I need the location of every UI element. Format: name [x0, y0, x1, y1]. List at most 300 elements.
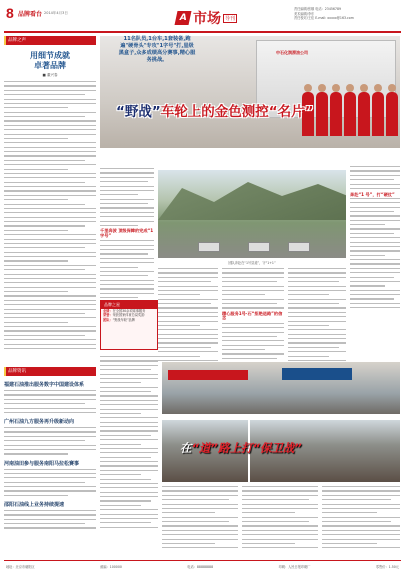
- text-line: [222, 281, 277, 282]
- text-line: [158, 307, 218, 308]
- text-line: [242, 543, 295, 544]
- text-line: [242, 525, 318, 526]
- text-line: [322, 534, 400, 535]
- text-line: [222, 349, 265, 350]
- text-line: [4, 169, 68, 170]
- text-line: [4, 247, 85, 248]
- text-line: [4, 256, 96, 257]
- text-line: [4, 510, 96, 511]
- text-line: [4, 440, 85, 441]
- text-line: [158, 281, 211, 282]
- text-line: [158, 325, 200, 326]
- text-line: [242, 508, 318, 509]
- text-line: [100, 378, 158, 379]
- text-line: [100, 297, 138, 298]
- text-line: [4, 112, 96, 113]
- text-line: [100, 435, 151, 436]
- editorial-title-line: 卓著品牌: [34, 61, 66, 70]
- text-line: [222, 336, 277, 337]
- text-line: [4, 182, 85, 183]
- text-line: [242, 530, 318, 531]
- text-line: [4, 473, 96, 474]
- text-line: [350, 294, 400, 295]
- award-head: 品牌之星: [101, 301, 157, 309]
- text-line: [322, 525, 400, 526]
- left-column: [4, 36, 96, 556]
- text-line: [4, 212, 96, 213]
- text-line: [4, 107, 68, 108]
- text-line: [222, 307, 284, 308]
- text-line: [4, 85, 96, 86]
- text-line: [322, 490, 400, 491]
- text-line: [350, 220, 400, 221]
- text-line: [100, 275, 148, 276]
- editor-line: 责任校对/王佳 E-mail: xxxxx@163.com: [294, 16, 354, 21]
- text-line: [100, 430, 158, 431]
- text-line: [100, 249, 154, 250]
- text-line: [4, 427, 96, 428]
- text-line: [350, 211, 394, 212]
- text-line: [350, 303, 400, 304]
- text-line: [100, 382, 141, 383]
- text-line: [100, 395, 158, 396]
- text-line: [350, 215, 400, 216]
- text-line: [100, 439, 158, 440]
- text-line: [222, 286, 284, 287]
- text-line: [100, 262, 154, 263]
- text-line: [222, 290, 284, 291]
- text-line: [100, 496, 158, 497]
- text-line: [4, 523, 85, 524]
- footer-item: 地址：北京市朝阳区: [6, 565, 35, 569]
- text-line: [100, 391, 151, 392]
- text-line: [4, 291, 68, 292]
- footer-item: 邮编：100000: [100, 565, 122, 569]
- text-line: [350, 242, 400, 243]
- text-line: [4, 278, 96, 279]
- text-line: [100, 240, 154, 241]
- article-column: [158, 268, 218, 364]
- text-line: [222, 332, 284, 333]
- text-line: [4, 287, 96, 288]
- text-line: [100, 186, 154, 187]
- issue-date: 2014年4月3日: [44, 11, 68, 15]
- text-line: [288, 268, 346, 269]
- text-line: [4, 449, 96, 450]
- text-line: [4, 230, 68, 231]
- text-line: [4, 390, 96, 391]
- text-line: [4, 313, 85, 314]
- editorial-title: [4, 51, 96, 71]
- text-line: [222, 294, 265, 295]
- text-line: [288, 325, 329, 326]
- text-line: [4, 239, 96, 240]
- text-line: [158, 356, 200, 357]
- text-line: [4, 195, 96, 196]
- text-line: [322, 486, 400, 487]
- text-line: [100, 465, 158, 466]
- text-line: [4, 208, 96, 209]
- editor-line: 责任编辑/张顺 电话：23456789: [294, 7, 341, 11]
- text-line: [100, 400, 158, 401]
- text-line: [100, 422, 158, 423]
- text-line: [162, 495, 238, 496]
- text-line: [158, 303, 211, 304]
- text-line: [100, 360, 158, 361]
- text-line: [322, 530, 400, 531]
- text-line: [4, 339, 96, 340]
- text-line: [4, 412, 96, 413]
- text-line: [242, 521, 309, 522]
- text-line: [4, 326, 96, 327]
- text-line: [4, 486, 96, 487]
- text-line: [242, 499, 309, 500]
- text-line: [100, 271, 154, 272]
- text-line: [4, 403, 85, 404]
- page-number: 8: [6, 5, 14, 21]
- text-line: [100, 518, 158, 519]
- news-column-header: 品牌资讯: [4, 367, 96, 376]
- text-line: [350, 166, 400, 167]
- text-line: [158, 360, 218, 361]
- news-item[interactable]: [4, 382, 96, 413]
- text-line: [350, 298, 394, 299]
- footer-item: 印刷：人民日报印刷厂: [278, 565, 311, 569]
- text-line: [100, 483, 158, 484]
- text-line: [158, 294, 200, 295]
- truck-label: 中石化润滑油公司: [276, 50, 308, 55]
- text-line: [288, 303, 339, 304]
- text-line: [4, 282, 96, 283]
- text-line: [162, 547, 238, 548]
- text-line: [4, 160, 85, 161]
- text-line: [222, 345, 284, 346]
- text-line: [100, 448, 158, 449]
- text-line: [158, 272, 218, 273]
- text-line: [100, 387, 158, 388]
- text-line: [322, 543, 377, 544]
- text-line: [158, 338, 218, 339]
- text-line: [4, 204, 85, 205]
- article-column: [100, 168, 154, 319]
- editor-credits: [294, 7, 401, 21]
- text-line: [100, 527, 158, 528]
- award-row: 荣誉：荣获国家体育总局奖励: [103, 313, 145, 318]
- text-line: [4, 116, 85, 117]
- text-line: [350, 307, 400, 308]
- text-line: [222, 353, 284, 354]
- text-line: [4, 225, 85, 226]
- text-line: [158, 312, 218, 313]
- text-line: [4, 431, 96, 432]
- section-name: 品牌看台: [18, 11, 43, 18]
- text-line: [4, 482, 85, 483]
- text-line: [100, 417, 158, 418]
- text-line: [350, 175, 400, 176]
- article-column: [242, 486, 318, 552]
- text-line: [4, 186, 96, 187]
- article-subhead: 奔赴“1 号”，打“硬仗”: [350, 192, 395, 198]
- text-line: [100, 181, 148, 182]
- text-line: [288, 351, 346, 352]
- text-line: [4, 134, 96, 135]
- team-image: [300, 76, 400, 136]
- text-line: [322, 539, 400, 540]
- news-title[interactable]: 河南油田参与服务南阳马拉松赛事: [4, 460, 80, 467]
- text-line: [100, 365, 158, 366]
- text-line: [350, 255, 385, 256]
- text-line: [100, 293, 154, 294]
- text-line: [288, 342, 346, 343]
- text-line: [4, 260, 68, 261]
- text-line: [242, 495, 318, 496]
- text-line: [4, 252, 96, 253]
- text-line: [4, 155, 96, 156]
- text-line: [158, 351, 218, 352]
- news-title[interactable]: 广州石油九方服务再升级新动向: [4, 419, 75, 426]
- text-line: [4, 295, 96, 296]
- text-line: [4, 217, 96, 218]
- text-line: [288, 312, 346, 313]
- text-line: [100, 267, 138, 268]
- text-line: [4, 477, 96, 478]
- text-line: [242, 539, 318, 540]
- text-line: [4, 519, 96, 520]
- article-column: [322, 486, 400, 552]
- text-line: [288, 290, 346, 291]
- text-line: [288, 281, 339, 282]
- text-line: [162, 525, 238, 526]
- article-column: [350, 166, 400, 312]
- text-line: [4, 408, 96, 409]
- text-line: [4, 173, 96, 174]
- text-line: [100, 509, 158, 510]
- text-line: [4, 99, 96, 100]
- text-line: [4, 138, 68, 139]
- text-line: [162, 486, 238, 487]
- text-line: [158, 347, 211, 348]
- text-line: [100, 487, 158, 488]
- text-line: [100, 470, 158, 471]
- text-line: [100, 474, 141, 475]
- text-line: [222, 272, 284, 273]
- text-line: [100, 426, 158, 427]
- text-line: [288, 307, 346, 308]
- text-line: [350, 281, 400, 282]
- text-line: [350, 259, 400, 260]
- text-line: [242, 517, 318, 518]
- text-line: [288, 321, 346, 322]
- text-line: [100, 522, 151, 523]
- text-line: [4, 453, 68, 454]
- text-line: [322, 547, 400, 548]
- text-line: [158, 329, 218, 330]
- article-subhead: 千里奔波 顶级保障的完成“1字号”: [100, 228, 154, 238]
- news-item[interactable]: [4, 419, 96, 454]
- text-line: [100, 212, 154, 213]
- text-line: [288, 277, 346, 278]
- text-line: [322, 504, 400, 505]
- headline-part: “野战”: [116, 104, 161, 120]
- text-line: [4, 394, 96, 395]
- text-line: [350, 198, 400, 199]
- text-line: [4, 490, 96, 491]
- text-line: [242, 547, 318, 548]
- text-line: [4, 142, 96, 143]
- text-line: [4, 322, 68, 323]
- text-line: [100, 177, 154, 178]
- text-line: [162, 521, 229, 522]
- text-line: [100, 404, 158, 405]
- text-line: [158, 277, 218, 278]
- text-line: [4, 304, 96, 305]
- text-line: [100, 369, 151, 370]
- news-item[interactable]: [4, 461, 96, 496]
- text-line: [162, 490, 238, 491]
- text-line: [100, 479, 151, 480]
- text-line: [288, 347, 339, 348]
- news-title[interactable]: 福建石油推出服务数字中国建设体系: [4, 382, 85, 388]
- text-line: [222, 268, 284, 269]
- text-line: [100, 461, 158, 462]
- text-line: [158, 286, 218, 287]
- text-line: [100, 356, 158, 357]
- text-line: [4, 177, 96, 178]
- text-line: [100, 190, 154, 191]
- text-line: [350, 202, 400, 203]
- text-line: [350, 233, 394, 234]
- article-column: [162, 486, 238, 552]
- footer-item: 零售价：1.50元: [375, 565, 399, 569]
- text-line: [288, 360, 346, 361]
- text-line: [4, 495, 68, 496]
- text-line: [222, 277, 284, 278]
- award-box: [100, 300, 158, 350]
- text-line: [4, 527, 96, 528]
- text-line: [100, 444, 141, 445]
- text-line: [162, 504, 238, 505]
- text-line: [4, 147, 96, 148]
- text-line: [158, 334, 218, 335]
- gas-station-photo: [162, 362, 400, 414]
- text-line: [4, 90, 96, 91]
- text-line: [222, 358, 277, 359]
- text-line: [100, 514, 158, 515]
- text-line: [100, 457, 151, 458]
- text-line: [162, 508, 238, 509]
- text-line: [350, 263, 400, 264]
- text-line: [4, 81, 96, 82]
- text-line: [350, 246, 400, 247]
- text-line: [350, 268, 400, 269]
- article-subhead: 精心服务1号·石“拒绝退路”的信念: [222, 310, 283, 321]
- text-line: [4, 269, 85, 270]
- text-line: [4, 348, 96, 349]
- text-line: [100, 253, 148, 254]
- text-line: [350, 207, 400, 208]
- text-line: [288, 272, 346, 273]
- footer-item: 电话：88888888: [187, 565, 214, 569]
- text-line: [288, 329, 346, 330]
- text-line: [222, 303, 277, 304]
- text-line: [4, 199, 68, 200]
- text-line: [158, 299, 218, 300]
- text-line: [100, 374, 158, 375]
- text-line: [288, 338, 346, 339]
- text-line: [100, 288, 154, 289]
- text-line: [350, 237, 400, 238]
- text-line: [350, 188, 400, 189]
- column-header: 品牌之声: [4, 36, 96, 45]
- section-banner-title: 在“道”路上打“保卫战”: [180, 441, 302, 455]
- text-line: [350, 170, 400, 171]
- brand-badge: 导刊: [225, 15, 236, 22]
- text-line: [222, 327, 284, 328]
- news-item[interactable]: [4, 502, 96, 529]
- article-column: [222, 268, 284, 367]
- award-row: 团队：“野战车轮”品牌: [103, 317, 135, 322]
- news-title[interactable]: 邵阳石油线上业务持续提速: [4, 501, 65, 508]
- text-line: [158, 321, 218, 322]
- text-line: [4, 309, 96, 310]
- text-line: [100, 221, 154, 222]
- brand-logo-icon: A: [175, 11, 192, 25]
- text-line: [242, 490, 318, 491]
- text-line: [288, 294, 329, 295]
- text-line: [4, 234, 96, 235]
- text-line: [162, 499, 229, 500]
- text-line: [100, 199, 154, 200]
- text-line: [4, 190, 96, 191]
- award-row: 业绩：在全国30余项赛事服务: [103, 309, 146, 313]
- text-line: [100, 409, 158, 410]
- text-line: [100, 413, 141, 414]
- text-line: [4, 514, 96, 515]
- brand-tag: [176, 7, 237, 29]
- hero-intro: 11名队员,1台车,1套装备,跑遍"硬骨头"专攻"1字号"打,星级黑盒子,众多成绩高分赛事,精心服务挑战。: [118, 36, 196, 63]
- text-line: [4, 317, 96, 318]
- article-column: [288, 268, 346, 364]
- brand-name: 市场: [193, 11, 221, 27]
- editorial-body: [4, 81, 96, 359]
- text-line: [162, 534, 238, 535]
- text-line: [350, 250, 400, 251]
- text-line: [100, 505, 141, 506]
- text-line: [162, 517, 238, 518]
- text-line: [158, 316, 218, 317]
- text-line: [4, 120, 96, 121]
- headline-part: 车轮上的金色测控“名片”: [160, 104, 314, 120]
- text-line: [350, 224, 385, 225]
- text-line: [100, 280, 154, 281]
- text-line: [322, 517, 400, 518]
- text-line: [4, 125, 96, 126]
- photo-caption: 团队奔赴在“1号县道”，守“1+1”: [228, 261, 276, 265]
- text-line: [4, 151, 96, 152]
- text-line: [242, 512, 295, 513]
- text-line: [322, 499, 391, 500]
- editor-line: 美术编辑/李东: [294, 11, 315, 16]
- text-line: [322, 512, 377, 513]
- text-line: [350, 228, 400, 229]
- text-line: [100, 452, 158, 453]
- editorial-title-line: 用细节成就: [30, 51, 70, 60]
- text-line: [4, 243, 96, 244]
- text-line: [162, 539, 238, 540]
- headline: [116, 100, 314, 120]
- text-line: [288, 356, 329, 357]
- text-line: [242, 534, 318, 535]
